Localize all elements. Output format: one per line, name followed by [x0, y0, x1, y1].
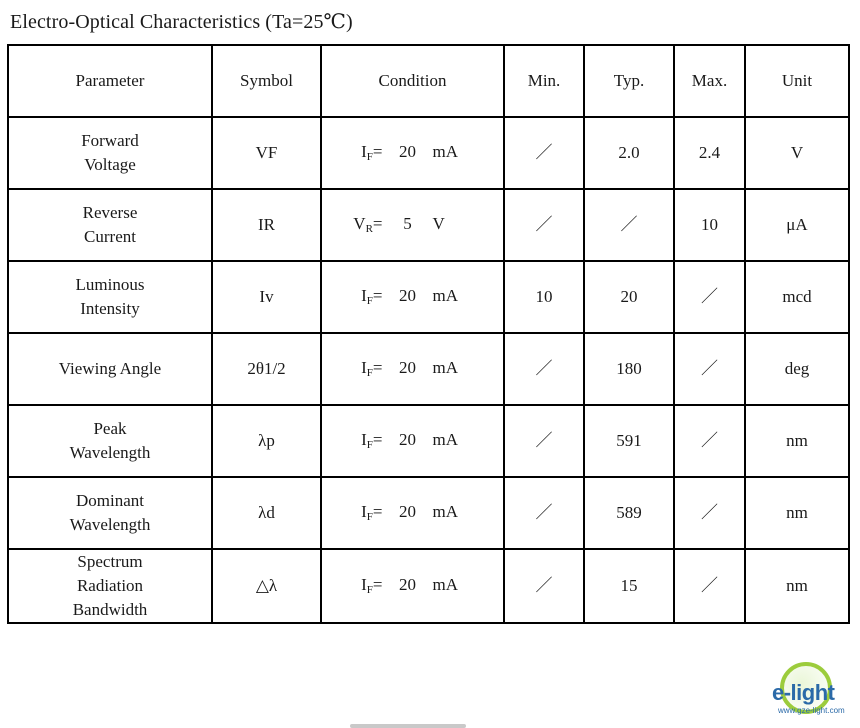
max-cell: 10 [674, 189, 745, 261]
logo-url: www.gze-light.com [778, 706, 845, 715]
symbol-cell: λp [212, 405, 321, 477]
condition-cell [321, 117, 504, 189]
condition-unit: mA [432, 142, 458, 161]
condition-symbol [353, 428, 383, 454]
min-cell: ／ [504, 117, 584, 189]
min-cell: ／ [504, 405, 584, 477]
condition-cell [321, 189, 504, 261]
condition-letter: I [361, 142, 367, 161]
header-max: Max. [674, 45, 745, 117]
unit-cell: nm [745, 477, 849, 549]
condition-symbol [353, 500, 383, 526]
condition-subscript: F [366, 295, 373, 307]
max-cell: 2.4 [674, 117, 745, 189]
symbol-cell: △λ [212, 549, 321, 623]
header-row [8, 45, 849, 117]
symbol-cell: 2θ1/2 [212, 333, 321, 405]
condition-equals: = [372, 502, 383, 521]
condition-subscript: F [366, 151, 373, 163]
condition-symbol [353, 284, 383, 310]
condition-value: 20 [399, 575, 416, 594]
unit-cell: deg [745, 333, 849, 405]
condition-cell [321, 405, 504, 477]
condition-unit: mA [432, 358, 458, 377]
condition-symbol [353, 212, 383, 238]
table-row [8, 477, 849, 549]
condition [353, 428, 473, 454]
min-cell: ／ [504, 189, 584, 261]
min-cell: 10 [504, 261, 584, 333]
unit-cell: nm [745, 549, 849, 623]
condition-letter: I [361, 502, 367, 521]
typ-cell: 20 [584, 261, 674, 333]
header-typ: Typ. [584, 45, 674, 117]
condition-subscript: F [366, 511, 373, 523]
condition-value: 5 [403, 214, 412, 233]
header-symbol: Symbol [212, 45, 321, 117]
condition-equals: = [372, 286, 383, 305]
condition-equals: = [372, 575, 383, 594]
condition [353, 140, 473, 166]
condition-symbol [353, 573, 383, 599]
parameter-cell: Viewing Angle [8, 333, 212, 405]
symbol-cell: VF [212, 117, 321, 189]
condition-value: 20 [399, 142, 416, 161]
condition-equals: = [372, 142, 383, 161]
condition-value: 20 [399, 430, 416, 449]
table-row [8, 189, 849, 261]
parameter-cell: Luminous Intensity [8, 261, 212, 333]
condition-cell [321, 333, 504, 405]
table-row [8, 333, 849, 405]
typ-cell: 15 [584, 549, 674, 623]
table-row [8, 261, 849, 333]
typ-cell: 589 [584, 477, 674, 549]
condition-unit: mA [432, 575, 458, 594]
max-cell: ／ [674, 261, 745, 333]
symbol-cell: λd [212, 477, 321, 549]
condition-subscript: F [366, 439, 373, 451]
condition-symbol [353, 356, 383, 382]
condition-unit: mA [432, 430, 458, 449]
max-cell: ／ [674, 477, 745, 549]
parameter-cell: Forward Voltage [8, 117, 212, 189]
condition-letter: I [361, 430, 367, 449]
condition-equals: = [372, 430, 383, 449]
condition [353, 284, 473, 310]
condition-value: 20 [399, 358, 416, 377]
table-row [8, 117, 849, 189]
condition-unit: V [432, 214, 445, 233]
condition [353, 212, 473, 238]
condition-letter: V [353, 214, 366, 233]
unit-cell: mcd [745, 261, 849, 333]
typ-cell: 180 [584, 333, 674, 405]
header-condition: Condition [321, 45, 504, 117]
header-min: Min. [504, 45, 584, 117]
condition [353, 573, 473, 599]
unit-cell: nm [745, 405, 849, 477]
condition-unit: mA [432, 286, 458, 305]
condition-equals: = [372, 214, 383, 233]
condition [353, 500, 473, 526]
parameter-cell: Spectrum Radiation Bandwidth [8, 549, 212, 623]
header-unit: Unit [745, 45, 849, 117]
max-cell: ／ [674, 333, 745, 405]
parameter-cell: Reverse Current [8, 189, 212, 261]
condition-value: 20 [399, 286, 416, 305]
table-row [8, 549, 849, 623]
condition-letter: I [361, 286, 367, 305]
condition-unit: mA [432, 502, 458, 521]
e-light-logo [772, 662, 856, 724]
characteristics-table [7, 44, 850, 624]
condition-letter: I [361, 575, 367, 594]
logo-name: e-light [772, 680, 835, 705]
symbol-cell: IR [212, 189, 321, 261]
horizontal-scrollbar[interactable] [350, 724, 466, 728]
header-parameter: Parameter [8, 45, 212, 117]
condition-symbol [353, 140, 383, 166]
unit-cell: V [745, 117, 849, 189]
condition-cell [321, 261, 504, 333]
unit-cell: μA [745, 189, 849, 261]
condition-subscript: F [366, 367, 373, 379]
typ-cell: ／ [584, 189, 674, 261]
condition-cell [321, 477, 504, 549]
condition-subscript: R [365, 223, 373, 235]
condition-equals: = [372, 358, 383, 377]
page-title: Electro-Optical Characteristics (Ta=25℃) [10, 11, 353, 33]
min-cell: ／ [504, 333, 584, 405]
typ-cell: 2.0 [584, 117, 674, 189]
condition [353, 356, 473, 382]
condition-letter: I [361, 358, 367, 377]
max-cell: ／ [674, 549, 745, 623]
condition-cell [321, 549, 504, 623]
max-cell: ／ [674, 405, 745, 477]
symbol-cell: Iv [212, 261, 321, 333]
min-cell: ／ [504, 549, 584, 623]
min-cell: ／ [504, 477, 584, 549]
condition-value: 20 [399, 502, 416, 521]
typ-cell: 591 [584, 405, 674, 477]
condition-subscript: F [366, 584, 373, 596]
parameter-cell: Peak Wavelength [8, 405, 212, 477]
table-row [8, 405, 849, 477]
parameter-cell: Dominant Wavelength [8, 477, 212, 549]
